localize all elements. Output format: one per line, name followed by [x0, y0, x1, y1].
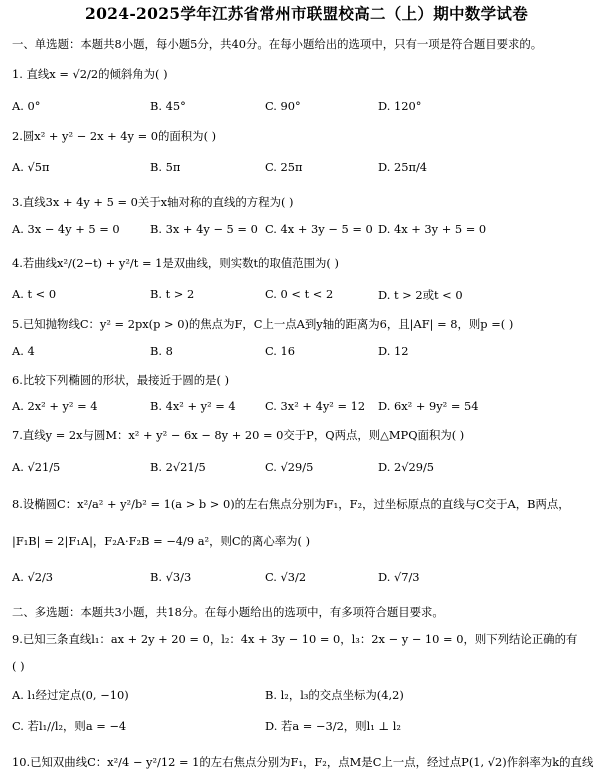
option-d: D. √7/3 [378, 570, 420, 584]
question-2 [12, 128, 216, 144]
option-c: C. 4x + 3y − 5 = 0 [265, 222, 373, 236]
question-7 [12, 427, 464, 443]
question-7-options [12, 460, 602, 480]
option-d: D. 120° [378, 99, 422, 113]
question-9-options-row1 [12, 687, 602, 707]
option-d: D. 若a = −3/2，则l₁ ⊥ l₂ [265, 719, 401, 733]
option-b: B. 8 [150, 344, 173, 358]
question-8 [12, 496, 570, 512]
option-b: B. 45° [150, 99, 186, 113]
question-8-number: 8. [12, 497, 23, 511]
question-1-number-inline: 1. [12, 67, 23, 81]
option-d: D. 2√29/5 [378, 460, 435, 474]
option-c: C. √3/2 [265, 570, 307, 584]
option-c: C. 90° [265, 99, 301, 113]
option-d: D. 6x² + 9y² = 54 [378, 399, 479, 413]
question-5 [12, 316, 513, 332]
option-c: C. 0 < t < 2 [265, 287, 334, 301]
question-8-continuation: |F₁B| = 2|F₁A|，F₂A·F₂B = −4/9 a²，则C的离心率为( ) [12, 534, 311, 548]
option-b: B. 4x² + y² = 4 [150, 399, 236, 413]
option-a: A. √21/5 [12, 460, 61, 474]
question-1 [12, 66, 168, 82]
option-b: B. l₂，l₃的交点坐标为(4,2) [265, 688, 404, 702]
question-9 [12, 631, 577, 647]
option-b: B. 2√21/5 [150, 460, 206, 474]
exam-title: 2024-2025学年江苏省常州市联盟校高二（上）期中数学试卷 [84, 4, 528, 23]
option-c: C. 3x² + 4y² = 12 [265, 399, 366, 413]
option-c: C. 若l₁//l₂，则a = −4 [12, 719, 127, 733]
option-b: B. t > 2 [150, 287, 195, 301]
option-b: B. √3/3 [150, 570, 192, 584]
question-1-options [12, 99, 602, 119]
question-9-options-row2 [12, 718, 602, 738]
question-7-text: 直线y = 2x与圆M：x² + y² − 6x − 8y + 20 = 0交于P，Q两点，则△MPQ面积为( ) [22, 428, 465, 442]
question-3 [12, 194, 293, 210]
option-d: D. 25π/4 [378, 160, 428, 174]
option-d: D. 12 [378, 344, 409, 358]
question-9-continuation: ( ) [12, 659, 25, 673]
question-2-options [12, 160, 602, 180]
question-8-options [12, 570, 602, 590]
option-c: C. 25π [265, 160, 303, 174]
option-c: C. 16 [265, 344, 296, 358]
option-c: C. √29/5 [265, 460, 314, 474]
question-10 [12, 754, 593, 770]
question-4-number: 4. [12, 256, 23, 270]
option-a: A. 0° [12, 99, 41, 113]
question-6-text: 比较下列椭圆的形状，最接近于圆的是( ) [22, 373, 230, 387]
question-5-text: 已知抛物线C：y² = 2px(p > 0)的焦点为F，C上一点A到y轴的距离为6，且|AF| = 8，则p =( ) [22, 317, 514, 331]
question-5-number: 5. [12, 317, 23, 331]
question-1-text: 直线x = √2/2的倾斜角为( ) [26, 67, 168, 81]
question-10-number: 10. [12, 755, 31, 769]
option-a: A. 3x − 4y + 5 = 0 [12, 222, 120, 236]
option-b: B. 3x + 4y − 5 = 0 [150, 222, 258, 236]
question-3-options [12, 222, 602, 242]
question-9-number: 9. [12, 632, 23, 646]
question-4-text: 若曲线x²/(2−t) + y²/t = 1是双曲线，则实数t的取值范围为( ) [22, 256, 339, 270]
question-2-text: 圆x² + y² − 2x + 4y = 0的面积为( ) [22, 129, 217, 143]
option-a: A. 2x² + y² = 4 [12, 399, 98, 413]
question-5-options [12, 344, 602, 364]
option-d: D. 4x + 3y + 5 = 0 [378, 222, 487, 236]
question-10-text: 已知双曲线C：x²/4 − y²/12 = 1的左右焦点分别为F₁，F₂，点M是C上一点，经过点P(1, √2)作斜率为k的直线 [30, 755, 594, 769]
question-4-options [12, 287, 602, 307]
option-a: A. t < 0 [12, 287, 57, 301]
question-3-number: 3. [12, 195, 23, 209]
question-6 [12, 372, 229, 388]
question-7-number: 7. [12, 428, 23, 442]
question-4 [12, 255, 339, 271]
option-b: B. 5π [150, 160, 181, 174]
option-a: A. √2/3 [12, 570, 54, 584]
section-multiple-choice-heading: 二、多选题：本题共3小题，共18分。在每小题给出的选项中，有多项符合题目要求。 [12, 605, 444, 619]
question-6-number: 6. [12, 373, 23, 387]
question-8-text: 设椭圆C：x²/a² + y²/b² = 1(a > b > 0)的左右焦点分别为F₁，F₂，过坐标原点的直线与C交于A，B两点， [22, 497, 570, 511]
question-2-number: 2. [12, 129, 23, 143]
option-d: D. t > 2或t < 0 [378, 288, 463, 302]
option-a: A. √5π [12, 160, 50, 174]
question-9-text: 已知三条直线l₁：ax + 2y + 20 = 0，l₂：4x + 3y − 10 = 0，l₃：2x − y − 10 = 0，则下列结论正确的有 [22, 632, 578, 646]
question-6-options [12, 399, 602, 419]
option-a: A. l₁经过定点(0, −10) [12, 688, 129, 702]
question-3-text: 直线3x + 4y + 5 = 0关于x轴对称的直线的方程为( ) [22, 195, 294, 209]
section-single-choice-heading: 一、单选题：本题共8小题，每小题5分，共40分。在每小题给出的选项中，只有一项是符合题目要求的。 [12, 37, 543, 51]
option-a: A. 4 [12, 344, 35, 358]
